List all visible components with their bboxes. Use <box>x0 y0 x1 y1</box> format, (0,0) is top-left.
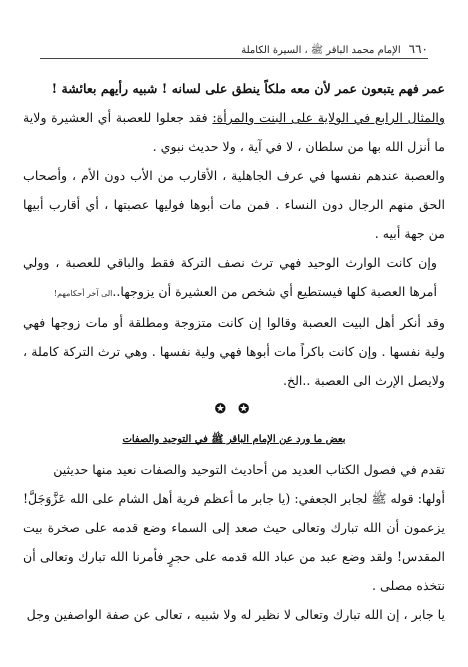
section-title-text: بعض ما ورد عن الإمام الباقر ﷺ في التوحيد والصفات <box>122 434 346 445</box>
running-header <box>40 42 428 58</box>
header-rule <box>40 58 428 59</box>
paragraph-2-text: فقد جعلوا للعصبة أي العشيرة ولاية ما أنزل الله بها من سلطان ، لا في آية ، ولا حديث نبوي . <box>23 110 445 154</box>
ornament-divider: ✪ ✪ <box>214 402 254 417</box>
paragraph-1: عمر فهم يتبعون عمر لأن معه ملكاً ينطق على لسانه ! شبيه رأيهم بعائشة ! <box>51 81 445 96</box>
paragraph-2 <box>23 103 445 161</box>
section-paragraph-3: يا جابر ، إن الله تبارك وتعالى لا نظير له ولا شبيه ، تعالى عن صفة الواصفين وجل <box>26 607 445 622</box>
section-title <box>23 425 445 455</box>
running-title: الإمام محمد الباقر ﷺ ، السيرة الكاملة <box>241 45 401 56</box>
section-paragraph-1: تقدم في فصول الكتاب العديد من أحاديث التوحيد والصفات نعيد منها حديثين <box>53 462 445 477</box>
page-number: ٦٦٠ <box>408 42 428 56</box>
paragraph-2-heading: والمثال الرابع في الولاية على البنت والمرأة: <box>212 110 445 125</box>
page-body <box>23 74 445 629</box>
paragraph-3: والعصبة عندهم نفسها في عرف الجاهلية ، الأقارب من الأب دون الأم ، وأصحاب الحق منهم الرجال دون النساء . فمن مات أبوها فوليها عصبتها ، أي أقارب أبيها من جهة أبيه . <box>23 168 445 241</box>
paragraph-5: وقد أنكر أهل البيت العصبة وقالوا إن كانت متزوجة ومطلقة أو مات زوجها فهي ولية نفسها . وإن كانت باكراً مات أبوها فهي ولية نفسها . وهي ترث التركة كاملة ، ولايصل الإرث الى العصبة ..الخ. <box>23 315 445 388</box>
section-paragraph-2: أولها: قوله ﷺ لجابر الجعفي: (يا جابر ما أعظم فرية أهل الشام على الله عَزَّوَجَلَّ! يزعمون أن الله تبارك وتعالى حيث صعد إلى السماء وضع قدمه على صخرة بيت المقدس! ولقد وضع عبد من عباد الله قدمه على حجرٍ فأمرنا الله تبارك وتعالى أن نتخذه مصلى . <box>23 491 445 593</box>
paragraph-4-text: وإن كانت الوارث الوحيد فهي ترث نصف التركة فقط والباقي للعصبة ، وولي أمرها العصبة كلها فيستطيع أي شخص من العشيرة أن يزوجها.. <box>23 255 437 299</box>
paragraph-4 <box>23 248 445 308</box>
paragraph-4-note: الى آخر أحكامهم! <box>53 289 113 298</box>
